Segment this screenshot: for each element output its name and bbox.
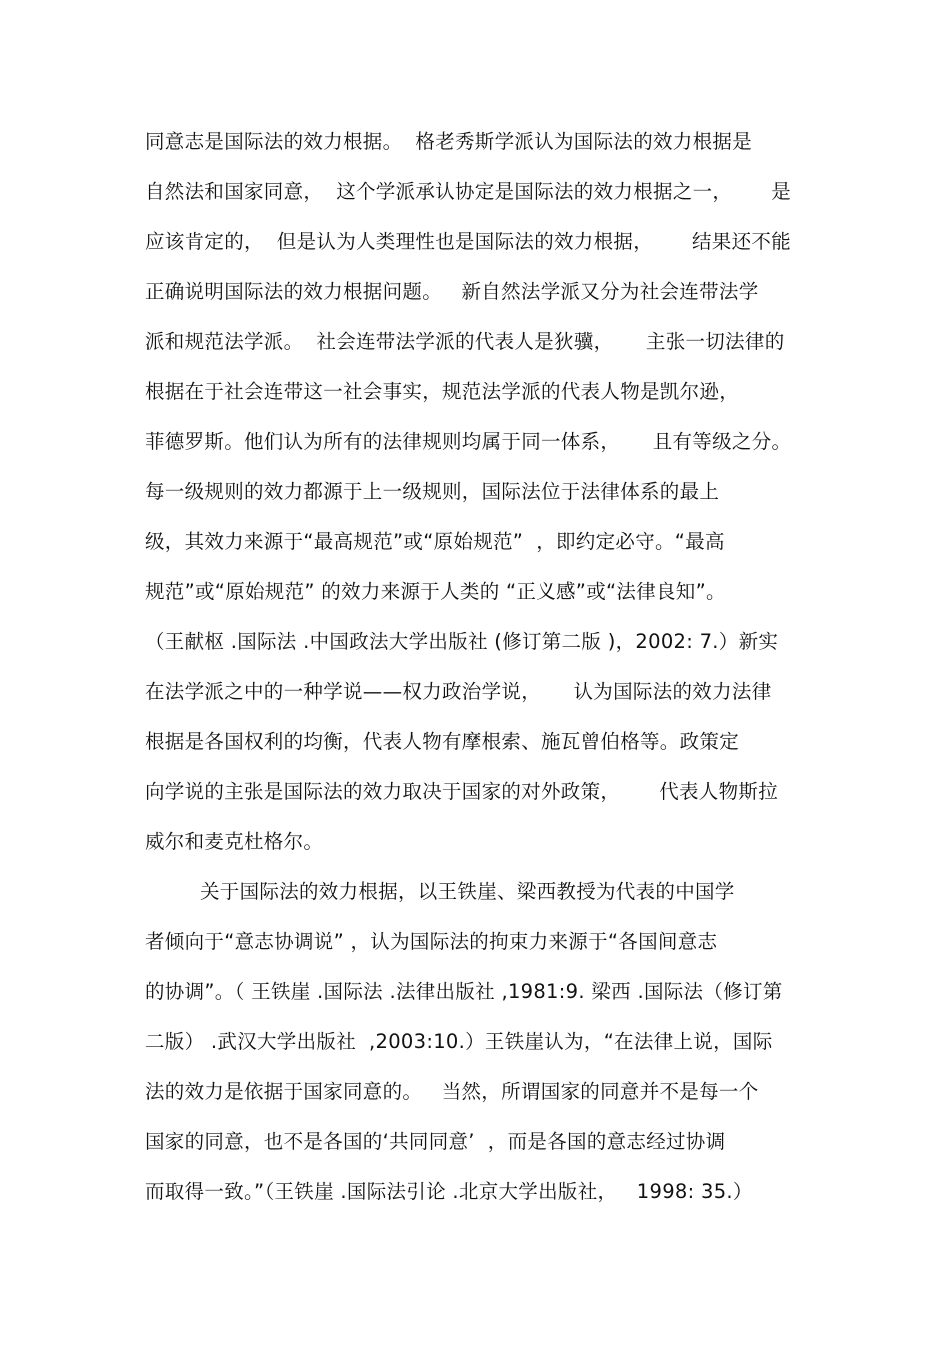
text-line: 二版） .武汉大学出版社 ,2003:10.）王铁崖认为，“在法律上说，国际 bbox=[145, 1030, 773, 1053]
text-line: 级，其效力来源于“最高规范”或“原始规范” ，即约定必守。“最高 bbox=[145, 530, 725, 553]
text-line: 自然法和国家同意， 这个学派承认协定是国际法的效力根据之一， 是 bbox=[145, 180, 791, 203]
text-line: 根据是各国权利的均衡，代表人物有摩根索、施瓦曾伯格等。政策定 bbox=[145, 730, 740, 753]
text-line: 在法学派之中的一种学说——权力政治学说， 认为国际法的效力法律 bbox=[145, 680, 772, 703]
text-line: 者倾向于“意志协调说” ，认为国际法的拘束力来源于“各国间意志 bbox=[145, 930, 718, 953]
text-line: 规范”或“原始规范” 的效力来源于人类的 “正义感”或“法律良知”。 bbox=[145, 580, 726, 603]
text-line: 而取得一致。”（王铁崖 .国际法引论 .北京大学出版社， 1998: 35.） bbox=[145, 1180, 753, 1203]
text-line: 根据在于社会连带这一社会事实，规范法学派的代表人物是凯尔逊， bbox=[145, 380, 740, 403]
text-line: 同意志是国际法的效力根据。 格老秀斯学派认为国际法的效力根据是 bbox=[145, 130, 752, 153]
text-line: （王献枢 .国际法 .中国政法大学出版社 (修订第二版 )，2002: 7.）新实 bbox=[145, 630, 779, 653]
text-line: 法的效力是依据于国家同意的。 当然，所谓国家的同意并不是每一个 bbox=[145, 1080, 759, 1103]
text-line: 每一级规则的效力都源于上一级规则，国际法位于法律体系的最上 bbox=[145, 480, 720, 503]
text-line: 的协调”。（ 王铁崖 .国际法 .法律出版社 ,1981:9. 梁西 .国际法（修订第 bbox=[145, 980, 783, 1003]
text-line: 派和规范法学派。 社会连带法学派的代表人是狄骥， 主张一切法律的 bbox=[145, 330, 785, 353]
text-line: 正确说明国际法的效力根据问题。 新自然法学派又分为社会连带法学 bbox=[145, 280, 759, 303]
text-line: 应该肯定的， 但是认为人类理性也是国际法的效力根据， 结果还不能 bbox=[145, 230, 791, 253]
text-line: 国家的同意，也不是各国的‘共同同意’ ，而是各国的意志经过协调 bbox=[145, 1130, 726, 1153]
text-line: 菲德罗斯。他们认为所有的法律规则均属于同一体系， 且有等级之分。 bbox=[145, 430, 792, 453]
text-line: 威尔和麦克杜格尔。 bbox=[145, 830, 324, 853]
text-line: 关于国际法的效力根据，以王铁崖、梁西教授为代表的中国学 bbox=[200, 880, 735, 903]
text-line: 向学说的主张是国际法的效力取决于国家的对外政策， 代表人物斯拉 bbox=[145, 780, 778, 803]
